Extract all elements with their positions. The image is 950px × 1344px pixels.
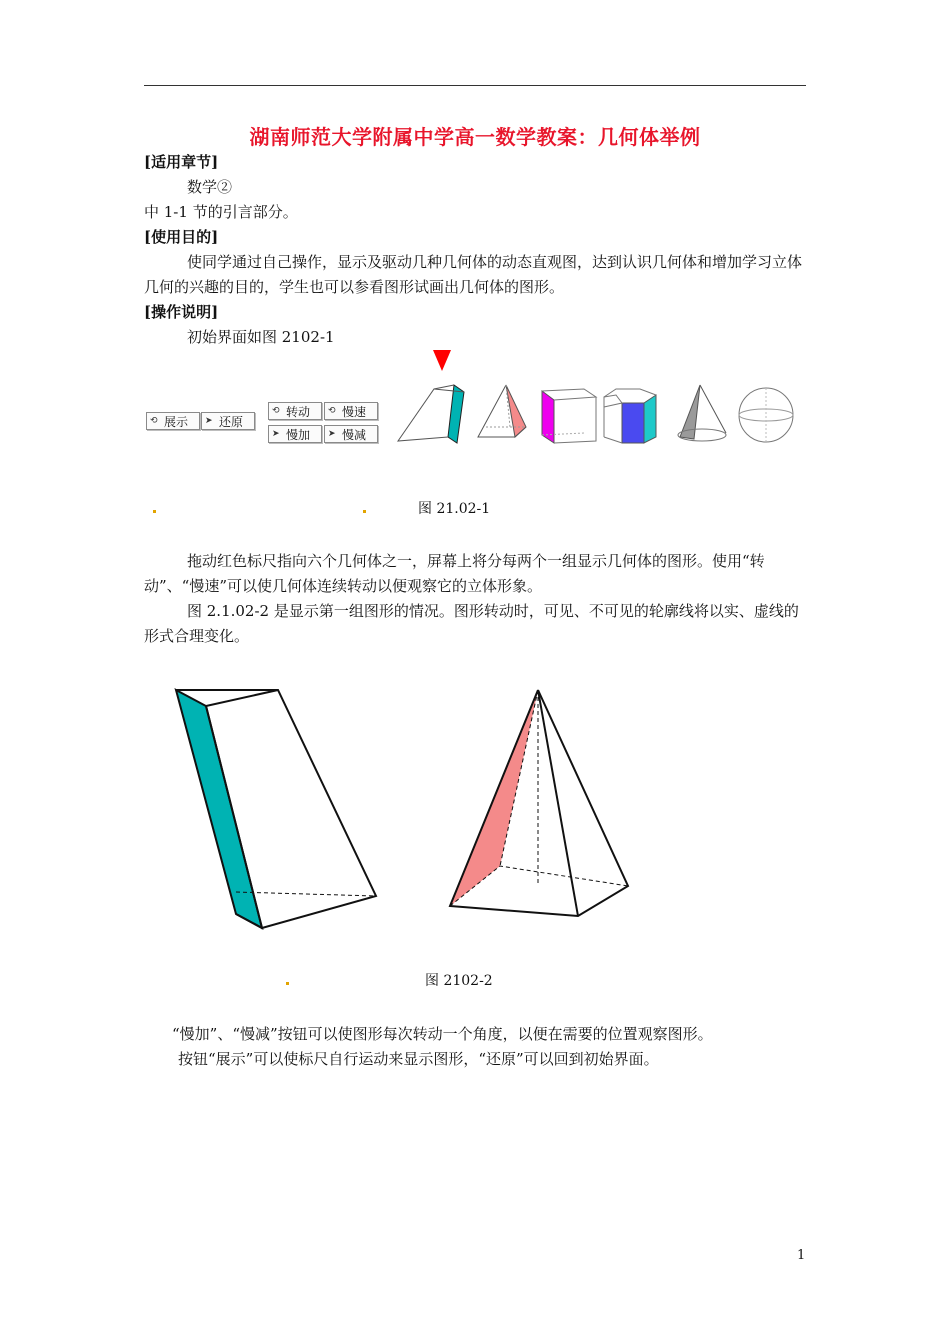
purpose-paragraph: 使同学通过自己操作，显示及驱动几种几何体的动态直观图，达到认识几何体和增加学习立体几何的兴趣的目的，学生也可以参看图形试画出几何体的图形。 — [144, 253, 803, 296]
paragraph-drag-ruler: 拖动红色标尺指向六个几何体之一，屏幕上将分每两个一组显示几何体的图形。使用“转动”、“慢速”可以使几何体连续转动以便观察它的立体形象。 — [144, 552, 765, 595]
page-number: 1 — [797, 1248, 806, 1263]
header-rule — [144, 85, 806, 86]
reset-button[interactable] — [201, 412, 255, 430]
play-arrow-icon: ➤ — [328, 429, 336, 439]
red-marker-icon[interactable] — [433, 350, 451, 371]
marker-dot — [286, 982, 289, 985]
spin-arrows-icon: ⟲ — [328, 406, 336, 416]
cube-thumbnail[interactable] — [542, 389, 596, 443]
spin-arrows-icon: ⟲ — [150, 416, 158, 426]
rotate-button-label: 转动 — [286, 404, 311, 419]
paragraph-show-reset: 按钮“展示”可以使标尺自行运动来显示图形，“还原”可以回到初始界面。 — [178, 1050, 659, 1068]
slow-add-button-label: 慢加 — [286, 427, 311, 442]
solids-thumbnail-strip — [390, 345, 810, 455]
slow-sub-button[interactable] — [324, 425, 378, 443]
play-arrow-icon: ➤ — [272, 429, 280, 439]
slow-speed-button-label: 慢速 — [342, 404, 367, 419]
large-prism — [176, 690, 376, 928]
large-pyramid — [450, 690, 628, 916]
chapter-line-2: 中 1-1 节的引言部分。 — [144, 203, 298, 221]
hexagonal-prism-thumbnail[interactable] — [604, 389, 656, 443]
sphere-thumbnail[interactable] — [739, 388, 793, 442]
page-title: 湖南师范大学附属中学高一数学教案：几何体举例 — [249, 125, 701, 149]
pyramid-thumbnail[interactable] — [478, 385, 526, 437]
reset-button-label: 还原 — [219, 414, 244, 429]
rotate-button[interactable] — [268, 402, 322, 420]
figure-2-solids — [160, 670, 660, 940]
marker-dot — [363, 510, 366, 513]
slow-speed-button[interactable] — [324, 402, 378, 420]
slow-sub-button-label: 慢减 — [342, 427, 367, 442]
figure-2-caption: 图 2102-2 — [425, 973, 493, 989]
slow-add-button[interactable] — [268, 425, 322, 443]
cone-thumbnail[interactable] — [678, 385, 726, 441]
marker-dot — [153, 510, 156, 513]
chapter-line-1: 数学② — [187, 178, 233, 196]
show-button[interactable] — [146, 412, 200, 430]
paragraph-slow-buttons: “慢加”、“慢减”按钮可以使图形每次转动一个角度，以便在需要的位置观察图形。 — [172, 1025, 713, 1043]
paragraph-figure-2: 图 2.1.02-2 是显示第一组图形的情况。图形转动时，可见、不可见的轮廓线将以实、虚线的形式合理变化。 — [144, 602, 799, 645]
section-heading-purpose: [使用目的] — [144, 228, 219, 246]
spin-arrows-icon: ⟲ — [272, 406, 280, 416]
figure-1-caption: 图 21.02-1 — [418, 501, 491, 517]
section-heading-chapter: [适用章节] — [144, 153, 219, 171]
operation-line-1: 初始界面如图 2102-1 — [187, 328, 335, 346]
prism-thumbnail[interactable] — [398, 385, 464, 443]
show-button-label: 展示 — [164, 414, 189, 429]
section-heading-operation: [操作说明] — [144, 303, 219, 321]
play-arrow-icon: ➤ — [205, 416, 213, 426]
